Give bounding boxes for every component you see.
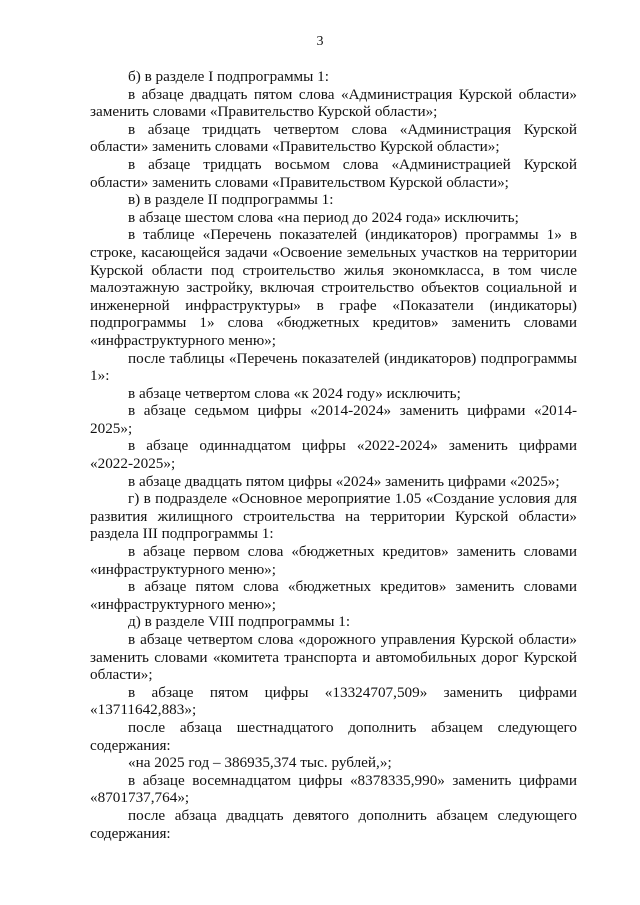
paragraph: б) в разделе I подпрограммы 1: [128, 68, 329, 85]
paragraph: в абзаце пятом слова «бюджетных кредитов» заменить словами «инфраструктурного меню»; [90, 578, 577, 613]
paragraph: в абзаце двадцать пятом цифры «2024» заменить цифрами «2025»; [128, 472, 560, 490]
paragraph: после абзаца шестнадцатого дополнить абзацем следующего содержания: [90, 718, 577, 754]
paragraph: в абзаце восемнадцатом цифры «8378335,990» заменить цифрами «8701737,764»; [90, 771, 577, 807]
paragraph: «на 2025 год – 386935,374 тыс. рублей,»; [128, 754, 392, 772]
paragraph: д) в разделе VIII подпрограммы 1: [128, 613, 351, 631]
paragraph: в абзаце четвертом слова «дорожного управления Курской области» заменить словами «комитета транспорта и автомобильных дорог Курской области»; [90, 631, 577, 684]
paragraph: в абзаце шестом слова «на период до 2024 года» исключить; [128, 208, 519, 226]
paragraph: в абзаце пятом цифры «13324707,509» заменить цифрами «13711642,883»; [90, 683, 577, 719]
paragraph: в таблице «Перечень показателей (индикаторов) программы 1» в строке, касающейся задачи «Освоение земельных участков на территории Курской области под строительство жилья экономкласса, в том числе малоэтажную застройку, включая строительство объектов социальной и инженерной инфраструктуры» в графе «Показатели (индикаторы) подпрограммы 1» слова «бюджетных кредитов» заменить словами «инфраструктурного меню»; [90, 226, 577, 349]
paragraph: в абзаце двадцать пятом слова «Администрация Курской области» заменить словами «Правительство Курской области»; [90, 85, 577, 121]
paragraph: г) в подразделе «Основное мероприятие 1.05 «Создание условия для развития жилищного строительства на территории Курской области» раздела III подпрограммы 1: [90, 490, 577, 543]
paragraph: в абзаце тридцать четвертом слова «Администрация Курской области» заменить словами «Правительство Курской области»; [90, 120, 577, 156]
page-number: 3 [316, 34, 324, 49]
paragraph: в абзаце первом слова «бюджетных кредитов» заменить словами «инфраструктурного меню»; [90, 543, 577, 578]
document-body [90, 68, 577, 842]
paragraph: в) в разделе II подпрограммы 1: [128, 191, 334, 209]
paragraph: в абзаце тридцать восьмом слова «Администрацией Курской области» заменить словами «Правительством Курской области»; [90, 155, 577, 191]
paragraph: после абзаца двадцать девятого дополнить абзацем следующего содержания: [90, 806, 577, 842]
paragraph: после таблицы «Перечень показателей (индикаторов) подпрограммы 1»: [90, 349, 577, 385]
paragraph: в абзаце седьмом цифры «2014-2024» заменить цифрами «2014-2025»; [90, 402, 577, 437]
paragraph: в абзаце одиннадцатом цифры «2022-2024» заменить цифрами «2022-2025»; [90, 437, 577, 473]
paragraph: в абзаце четвертом слова «к 2024 году» исключить; [128, 384, 461, 402]
